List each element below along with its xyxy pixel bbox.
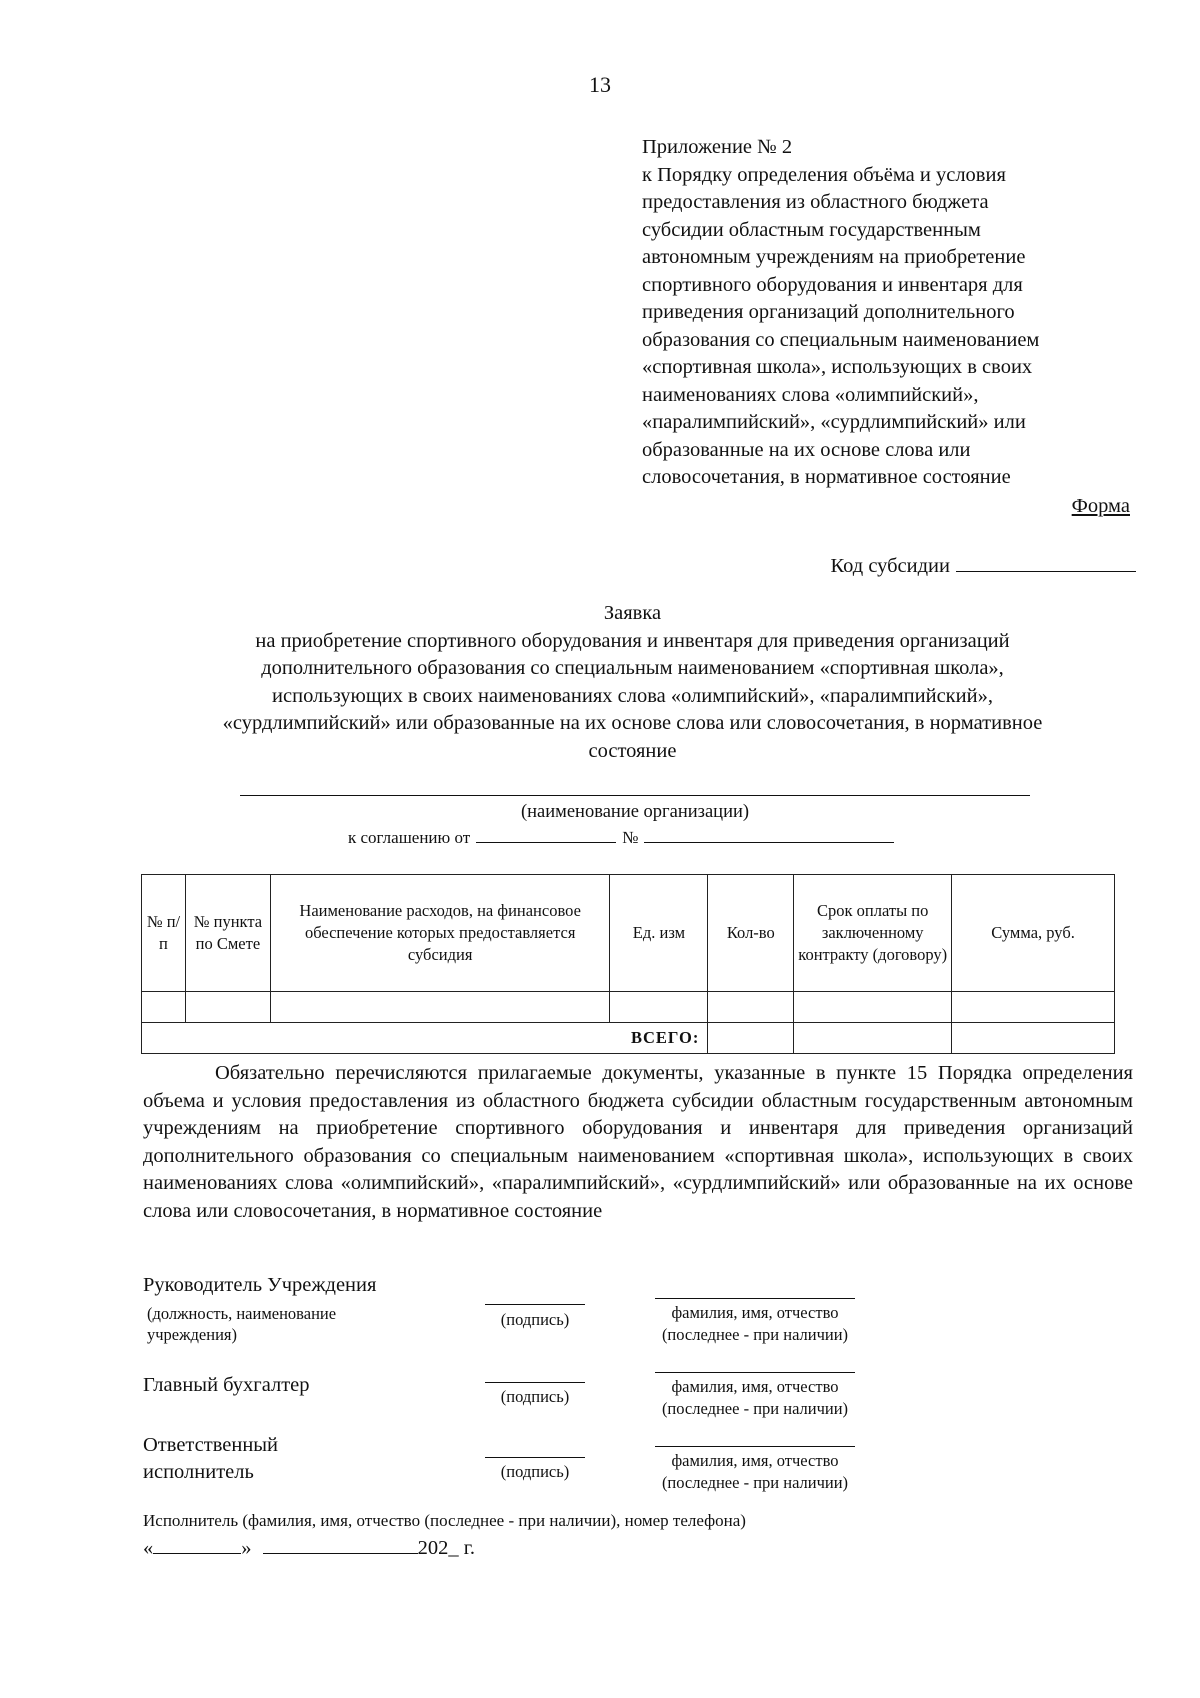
header-cell-quantity: Кол-во (708, 875, 794, 992)
total-amount-cell[interactable] (952, 1023, 1115, 1054)
fio-caption-line: (последнее - при наличии) (661, 1325, 849, 1344)
fio-caption-line: (последнее - при наличии) (661, 1399, 849, 1418)
page-number: 13 (589, 72, 611, 97)
table-cell[interactable] (708, 992, 794, 1023)
table-total-row (142, 1023, 1115, 1054)
executor-fio-field[interactable] (655, 1446, 855, 1447)
date-month-field[interactable] (263, 1535, 418, 1554)
head-fio-caption (620, 1302, 890, 1346)
appendix-header (642, 134, 1132, 492)
date-close-quote: » (241, 1537, 252, 1559)
appendix-line: к Порядку определения объёма и условия (642, 163, 1006, 186)
attachments-note (143, 1060, 1133, 1225)
table-cell[interactable] (610, 992, 708, 1023)
total-quantity-cell[interactable] (708, 1023, 794, 1054)
title-line: «сурдлимпийский» или образованные на их основе слова или словосочетания, в нормативное (222, 712, 1043, 734)
executor-role (143, 1432, 278, 1486)
table-cell[interactable] (142, 992, 186, 1023)
accountant-fio-field[interactable] (655, 1372, 855, 1373)
appendix-line: образованные на их основе слова или (642, 438, 971, 461)
table-cell[interactable] (794, 992, 952, 1023)
total-term-cell[interactable] (794, 1023, 952, 1054)
appendix-line: наименованиях слова «олимпийский», (642, 383, 979, 406)
executor-signature-caption: (подпись) (500, 1462, 570, 1481)
title-line: состояние (588, 739, 677, 762)
agreement-number-sign: № (622, 828, 639, 847)
date-year: 202_ г. (417, 1537, 475, 1559)
appendix-line: Приложение № 2 (642, 136, 793, 158)
header-cell-expense-name: Наименование расходов, на финансовое обеспечение которых предоставляется субсидия (270, 875, 610, 992)
accountant-role: Главный бухгалтер (143, 1374, 310, 1396)
fio-caption-line: (последнее - при наличии) (661, 1473, 849, 1492)
accountant-signature-field[interactable] (485, 1382, 585, 1383)
subsidy-code-label: Код субсидии (830, 555, 950, 577)
header-cell-number: № п/п (142, 875, 186, 992)
title-line: на приобретение спортивного оборудования и инвентаря для приведения организаций (255, 629, 1010, 652)
agreement-prefix: к соглашению от (348, 828, 471, 847)
date-day-field[interactable] (153, 1535, 241, 1554)
form-label: Форма (1071, 495, 1130, 517)
head-role-sub: (должность, наименование (147, 1304, 337, 1323)
head-role-sub: учреждения) (147, 1325, 237, 1344)
subsidy-code (830, 551, 1136, 578)
executor-fio-caption (620, 1450, 890, 1494)
head-fio-field[interactable] (655, 1298, 855, 1299)
table-header-row (142, 875, 1115, 992)
executor-info-line: Исполнитель (фамилия, имя, отчество (последнее - при наличии), номер телефона) (143, 1511, 746, 1530)
fio-caption-line: фамилия, имя, отчество (671, 1377, 839, 1396)
agreement-number-field[interactable] (644, 826, 894, 843)
expense-table (141, 874, 1115, 1054)
executor-role-line: исполнитель (143, 1461, 254, 1483)
table-row (142, 992, 1115, 1023)
fio-caption-line: фамилия, имя, отчество (671, 1303, 839, 1322)
header-cell-unit: Ед. изм (610, 875, 708, 992)
title-heading: Заявка (603, 602, 662, 624)
executor-signature-field[interactable] (485, 1457, 585, 1458)
header-cell-estimate-item: № пункта по Смете (185, 875, 270, 992)
fio-caption-line: фамилия, имя, отчество (671, 1451, 839, 1470)
header-cell-amount: Сумма, руб. (952, 875, 1115, 992)
application-title (140, 600, 1125, 765)
appendix-line: субсидии областным государственным (642, 218, 981, 241)
title-line: использующих в своих наименованиях слова «олимпийский», «паралимпийский», (272, 684, 993, 707)
date-line (143, 1535, 475, 1560)
date-open-quote: « (143, 1537, 154, 1559)
agreement-line (348, 826, 894, 848)
appendix-line: приведения организаций дополнительного (642, 301, 1015, 323)
agreement-date-field[interactable] (476, 826, 616, 843)
appendix-line: автономным учреждениям на приобретение (642, 246, 1026, 268)
appendix-line: образования со специальным наименованием (642, 328, 1040, 351)
appendix-line: спортивного оборудования и инвентаря для (642, 273, 1023, 296)
appendix-line: «спортивная школа», использующих в своих (642, 356, 1033, 378)
appendix-line: предоставления из областного бюджета (642, 191, 989, 213)
appendix-line: «паралимпийский», «сурдлимпийский» или (642, 411, 1026, 433)
head-signature-caption: (подпись) (500, 1310, 570, 1329)
organization-caption: (наименование организации) (520, 802, 750, 822)
table-cell[interactable] (270, 992, 610, 1023)
head-signature-field[interactable] (485, 1304, 585, 1305)
header-cell-payment-term: Срок оплаты по заключенному контракту (договору) (794, 875, 952, 992)
head-role: Руководитель Учреждения (143, 1274, 377, 1296)
subsidy-code-field[interactable] (956, 551, 1136, 572)
attachments-note-text: Обязательно перечисляются прилагаемые документы, указанные в пункте 15 Порядка определения объема и условия предоставления из областного бюджета субсидии областным государственным автономным учреждениям на приобретение спортивного оборудования и инвентаря для приведения организаций дополнительного образования со специальным наименованием «спортивная школа», использующих в своих наименованиях слова «олимпийский», «паралимпийский», «сурдлимпийский» или образованные на их основе слова или словосочетания, в нормативное состояние (143, 1062, 1133, 1222)
appendix-line: словосочетания, в нормативное состояние (642, 466, 1011, 488)
title-line: дополнительного образования со специальным наименованием «спортивная школа», (261, 657, 1004, 679)
table-cell[interactable] (952, 992, 1115, 1023)
executor-role-line: Ответственный (143, 1434, 279, 1456)
table-cell[interactable] (185, 992, 270, 1023)
accountant-signature-caption: (подпись) (500, 1387, 570, 1406)
organization-name-field[interactable] (240, 795, 1030, 796)
total-label: ВСЕГО: (142, 1023, 708, 1054)
accountant-fio-caption (620, 1376, 890, 1420)
